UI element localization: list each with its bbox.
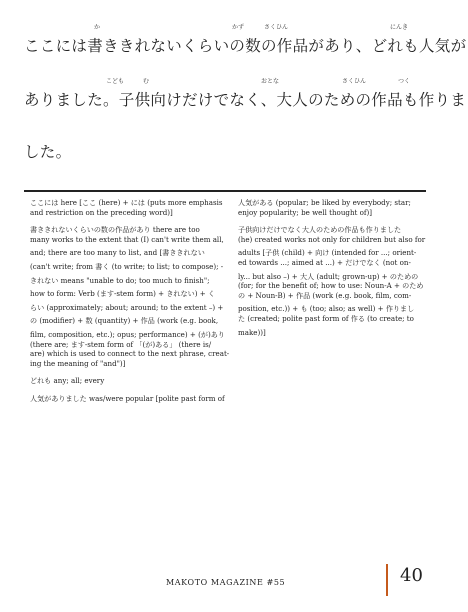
vocab-line: 子供向けだけでなく大人のための作品も作りました: [238, 225, 402, 235]
vocab-column-left: [30, 198, 230, 412]
vocab-entry: [30, 394, 230, 404]
vocab-line: ここには here [ここ (here) + には (puts more emphasis: [30, 198, 223, 207]
vocab-line: 人気がありました was/were popular [polite past form of: [30, 393, 225, 403]
vocab-line: and restriction on the preceding word)]: [30, 207, 173, 217]
furigana: さくひん: [264, 24, 289, 31]
vocab-line: make))]: [238, 327, 266, 337]
vocab-line: are) which is used to connect to the next phrase, creat-: [30, 349, 230, 359]
vocab-line: どれも any; all; every: [30, 376, 105, 386]
vocab-entry: [30, 376, 230, 386]
vocab-line: enjoy popularity; be well thought of)]: [238, 207, 373, 217]
furigana: む: [143, 78, 150, 85]
vocab-line: らい (approximately; about; around; to the extent –) +: [30, 302, 224, 312]
vocab-line: た (created; polite past form of 作る (to create; to: [238, 313, 414, 323]
page-footer: [0, 565, 468, 612]
main-text-line: ありました。子供向けだけでなく、大人のための作品も作りま: [24, 91, 467, 109]
vocab-line: の (modifier) + 数 (quantity) + 作品 (work (e.g. book,: [30, 316, 219, 326]
section-divider: [24, 190, 426, 192]
vocab-entry: [30, 225, 230, 368]
vocab-line: how to form: Verb (ます-stem form) + きれない) + く: [30, 289, 216, 299]
footer-accent-bar: [386, 564, 388, 596]
vocab-line: きれない means "unable to do; too much to finish";: [30, 275, 210, 285]
vocab-line: (can't write; from 書く (to write; to list; to compose); -: [30, 261, 224, 271]
vocab-line: adults [子供 (child) + 向け (intended for ...; orient-: [238, 248, 417, 258]
vocab-line: ed towards ...; aimed at ...) + だけでなく (not on-: [238, 257, 411, 267]
main-text-line: した。: [24, 143, 72, 161]
magazine-name: MAKOTO MAGAZINE #55: [166, 578, 286, 587]
vocab-line: 書ききれないくらいの数の作品があり there are too: [30, 225, 200, 235]
vocab-line: ly... but also –) + 大人 (adult; grown-up) + のための: [238, 271, 419, 281]
main-text-line: ここには書ききれないくらいの数の作品があり、どれも人気が: [24, 37, 467, 55]
page-number: 40: [400, 565, 423, 586]
vocab-column-right: [238, 198, 438, 345]
vocab-line: position, etc.)) + も (too; also; as well) + 作りまし: [238, 304, 415, 314]
vocab-line: and; there are too many to list, and [書ききれない: [30, 248, 205, 258]
vocab-entry: [238, 198, 438, 217]
vocab-line: 人気がある (popular; be liked by everybody; star;: [238, 198, 411, 207]
furigana: かず: [232, 24, 245, 31]
vocab-line: ing the meaning of "and")]: [30, 358, 126, 368]
furigana: おとな: [261, 78, 280, 85]
furigana: つく: [398, 78, 411, 85]
vocab-line: (there are; ます-stem form of 「(が)ある」 (there is/: [30, 339, 212, 349]
vocab-entry: [238, 225, 438, 337]
furigana: か: [94, 24, 101, 31]
vocab-line: film, composition, etc.); opus; performance) + (が)あり: [30, 329, 225, 339]
vocab-line: の + Noun-B) + 作品 (work (e.g. book, film, com-: [238, 290, 412, 300]
furigana: さくひん: [342, 78, 367, 85]
furigana: こども: [106, 78, 125, 85]
vocab-line: (he) created works not only for children but also for: [238, 234, 426, 244]
vocab-entry: [30, 198, 230, 217]
furigana: にんき: [390, 24, 409, 31]
vocab-line: (for; for the benefit of; how to use: Noun-A + のため: [238, 281, 424, 291]
vocab-line: many works to the extent that (I) can't write them all,: [30, 234, 224, 244]
